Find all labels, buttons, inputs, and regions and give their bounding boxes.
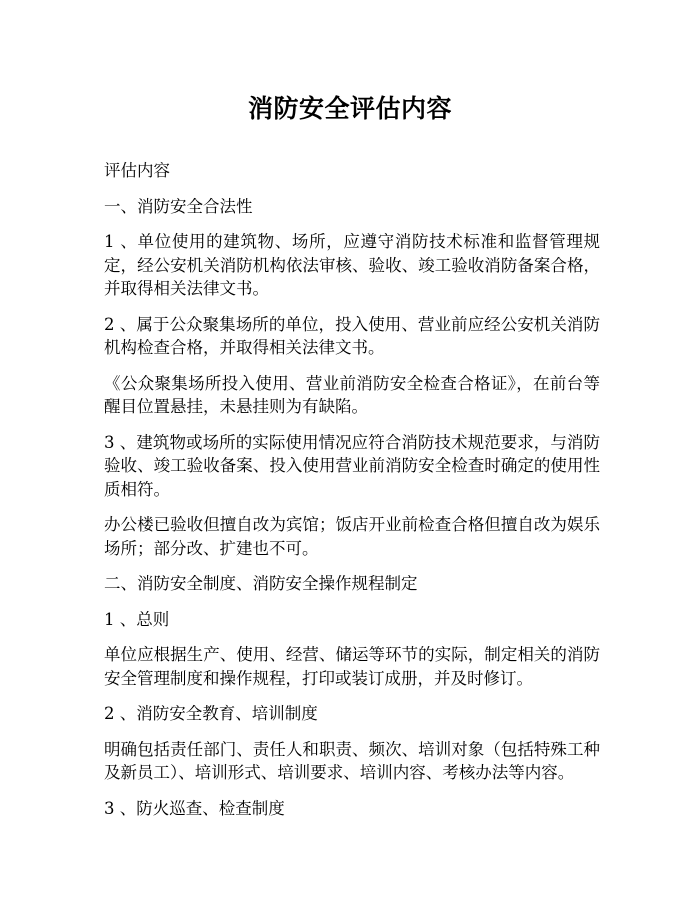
paragraph: 办公楼已验收但擅自改为宾馆；饭店开业前检查合格但擅自改为娱乐场所；部分改、扩建也不可。 xyxy=(104,515,600,558)
paragraph: 《公众聚集场所投入使用、营业前消防安全检查合格证》，在前台等醒目位置悬挂，未悬挂则为有缺陷。 xyxy=(104,373,600,416)
section-heading: 二、消防安全制度、消防安全操作规程制定 xyxy=(104,574,418,593)
paragraph: 1 、单位使用的建筑物、场所，应遵守消防技术标准和监督管理规定，经公安机关消防机构依法审核、验收、竣工验收消防备案合格，并取得相关法律文书。 xyxy=(104,232,600,298)
document-body xyxy=(104,159,600,832)
paragraph: 评估内容 xyxy=(104,161,170,180)
subsection-heading: 2 、消防安全教育、培训制度 xyxy=(104,704,318,723)
paragraph: 明确包括责任部门、责任人和职责、频次、培训对象（包括特殊工种及新员工）、培训形式、培训要求、培训内容、考核办法等内容。 xyxy=(104,739,600,782)
paragraph: 单位应根据生产、使用、经营、储运等环节的实际，制定相关的消防安全管理制度和操作规程，打印或装订成册，并及时修订。 xyxy=(104,645,600,688)
subsection-heading: 3 、防火巡查、检查制度 xyxy=(104,798,285,818)
paragraph: 3 、建筑物或场所的实际使用情况应符合消防技术规范要求，与消防验收、竣工验收备案、投入使用营业前消防安全检查时确定的使用性质相符。 xyxy=(104,432,600,499)
subsection-heading: 1 、总则 xyxy=(104,609,170,629)
section-heading: 一、消防安全合法性 xyxy=(104,196,253,216)
document-title: 消防安全评估内容 xyxy=(247,94,452,123)
paragraph: 2 、属于公众聚集场所的单位，投入使用、营业前应经公安机关消防机构检查合格，并取得相关法律文书。 xyxy=(104,314,600,357)
